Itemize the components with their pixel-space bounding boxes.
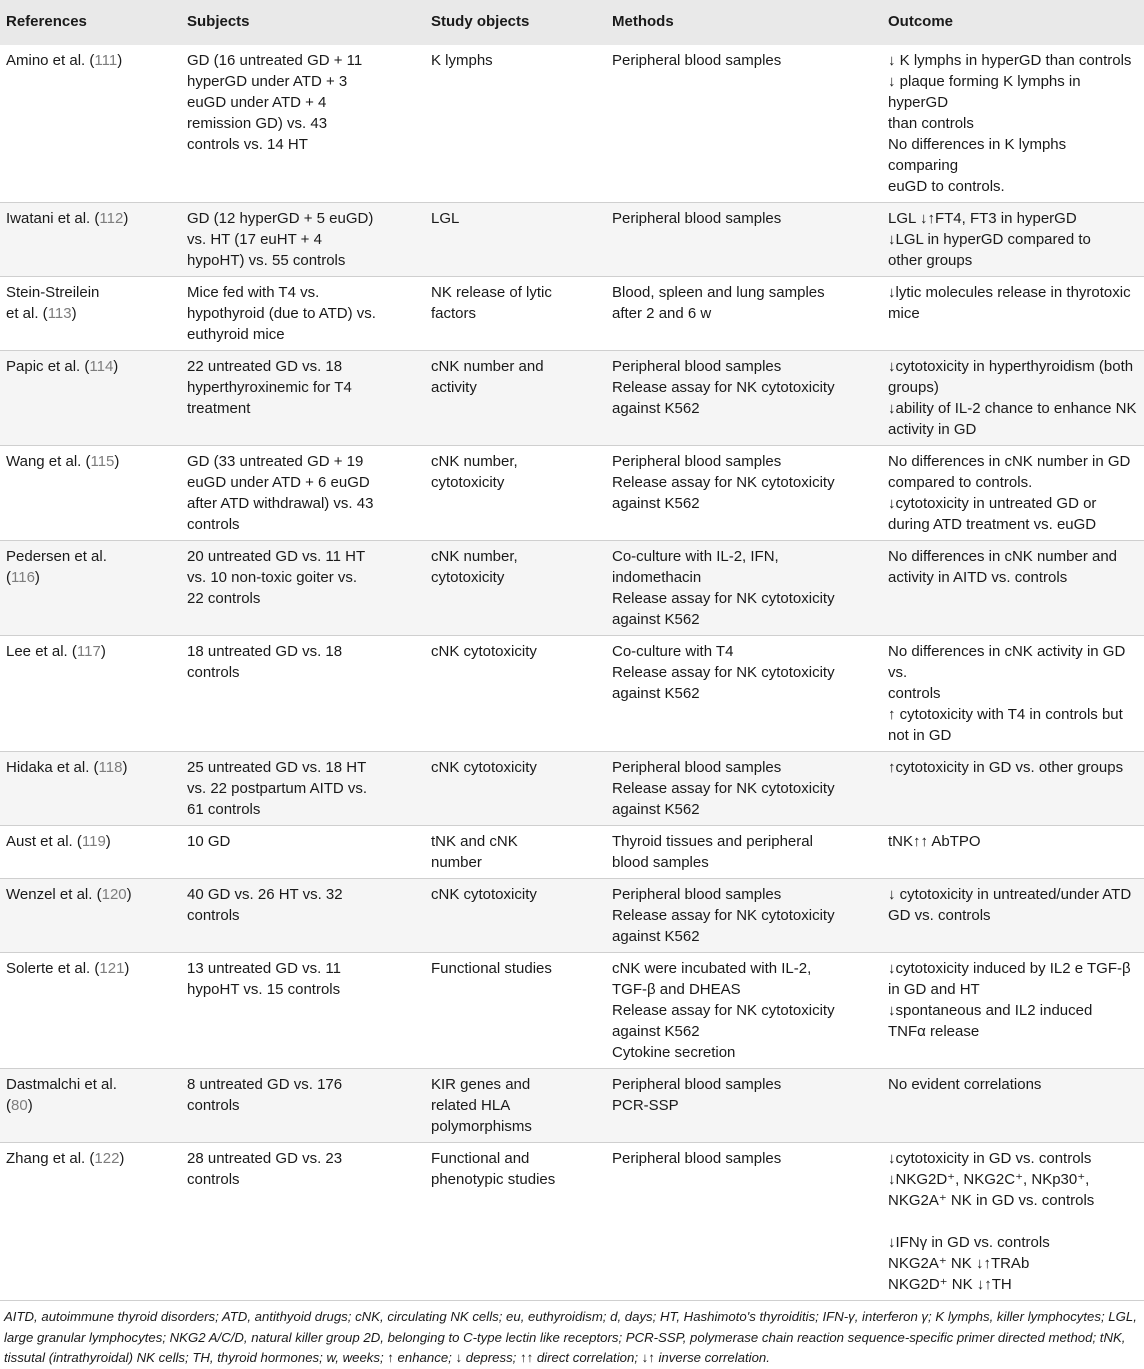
- header-subjects: Subjects: [187, 13, 250, 30]
- table-row: [0, 879, 1144, 953]
- cell-line: No evident correlations: [888, 1076, 1042, 1093]
- cell-line: 40 GD vs. 26 HT vs. 32: [187, 886, 343, 903]
- cell-line: mice: [888, 305, 920, 322]
- cell-line: GD (16 untreated GD + 11: [187, 52, 363, 69]
- header-methods: Methods: [612, 13, 674, 30]
- cell-subjects: [181, 752, 425, 826]
- cell-line: GD (33 untreated GD + 19: [187, 453, 364, 470]
- cell-methods: [606, 351, 882, 446]
- cell-line: ↓ plaque forming K lymphs in hyperGD: [888, 73, 1085, 111]
- reference-tail: ): [27, 1097, 33, 1114]
- reference-author: (: [6, 569, 11, 586]
- citation-link[interactable]: 119: [81, 833, 106, 850]
- cell-outcome: [882, 351, 1144, 446]
- reference-text: [6, 303, 175, 324]
- cell-line: ↓ability of IL-2 chance to enhance NK: [888, 400, 1137, 417]
- reference-tail: ): [123, 210, 129, 227]
- cell-line: GD (12 hyperGD + 5 euGD): [187, 210, 374, 227]
- cell-line: remission GD) vs. 43: [187, 115, 328, 132]
- cell-line: cNK cytotoxicity: [431, 759, 537, 776]
- cell-line: Peripheral blood samples: [612, 1150, 782, 1167]
- cell-outcome: [882, 1143, 1144, 1301]
- cell-line: Release assay for NK cytotoxicity: [612, 379, 835, 396]
- cell-reference: [0, 203, 181, 277]
- cell-line: GD vs. controls: [888, 907, 991, 924]
- cell-study-objects: [425, 351, 606, 446]
- table-row: [0, 752, 1144, 826]
- cell-line: ↓cytotoxicity induced by IL2 e TGF-β: [888, 960, 1131, 977]
- reference-author: Pedersen et al.: [6, 548, 107, 565]
- cell-line: hypoHT vs. 15 controls: [187, 981, 341, 998]
- cell-subjects: [181, 351, 425, 446]
- cell-methods: [606, 203, 882, 277]
- cell-line: cNK cytotoxicity: [431, 643, 537, 660]
- table-row: [0, 203, 1144, 277]
- cell-line: controls vs. 14 HT: [187, 136, 308, 153]
- cell-reference: [0, 351, 181, 446]
- reference-author: Solerte et al. (: [6, 960, 100, 977]
- cell-line: TNFα release: [888, 1023, 980, 1040]
- cell-outcome: [882, 953, 1144, 1069]
- cell-line: ↓cytotoxicity in GD vs. controls: [888, 1150, 1092, 1167]
- cell-line: blood samples: [612, 854, 709, 871]
- reference-text: [6, 1074, 175, 1095]
- table-row: [0, 1143, 1144, 1301]
- cell-line: after ATD withdrawal) vs. 43: [187, 495, 374, 512]
- cell-line: 8 untreated GD vs. 176: [187, 1076, 343, 1093]
- cell-methods: [606, 446, 882, 541]
- reference-text: [6, 958, 175, 979]
- cell-line: Co-culture with IL-2, IFN,: [612, 548, 779, 565]
- cell-reference: [0, 1143, 181, 1301]
- cell-line: NKG2D⁺ NK ↓↑TH: [888, 1276, 1012, 1293]
- citation-link[interactable]: 80: [11, 1097, 28, 1114]
- cell-line: Release assay for NK cytotoxicity: [612, 664, 835, 681]
- cell-line: vs. HT (17 euHT + 4: [187, 231, 322, 248]
- cell-line: Cytokine secretion: [612, 1044, 736, 1061]
- cell-line: Peripheral blood samples: [612, 759, 782, 776]
- cell-line: Peripheral blood samples: [612, 52, 782, 69]
- cell-line: compared to controls.: [888, 474, 1033, 491]
- cell-subjects: [181, 1069, 425, 1143]
- cell-line: hyperGD under ATD + 3: [187, 73, 348, 90]
- cell-outcome: [882, 203, 1144, 277]
- header-study-objects: Study objects: [431, 13, 530, 30]
- cell-line: 20 untreated GD vs. 11 HT: [187, 548, 366, 565]
- cell-line: against K562: [612, 801, 700, 818]
- cell-subjects: [181, 826, 425, 879]
- cell-line: phenotypic studies: [431, 1171, 556, 1188]
- cell-line: number: [431, 854, 482, 871]
- cell-line: Peripheral blood samples: [612, 886, 782, 903]
- cell-reference: [0, 636, 181, 752]
- cell-methods: [606, 541, 882, 636]
- cell-line: 25 untreated GD vs. 18 HT: [187, 759, 367, 776]
- reference-author: Aust et al. (: [6, 833, 82, 850]
- reference-tail: ): [105, 833, 111, 850]
- cell-outcome: [882, 826, 1144, 879]
- reference-text: [6, 451, 175, 472]
- cell-line: related HLA: [431, 1097, 511, 1114]
- cell-line: indomethacin: [612, 569, 702, 586]
- table-row: [0, 541, 1144, 636]
- reference-text: [6, 884, 175, 905]
- cell-line: ↑ cytotoxicity with T4 in controls but: [888, 706, 1123, 723]
- table-row: [0, 45, 1144, 203]
- cell-subjects: [181, 1143, 425, 1301]
- cell-line: cytotoxicity: [431, 474, 505, 491]
- reference-tail: ): [117, 52, 123, 69]
- reference-author: (: [6, 1097, 11, 1114]
- cell-line: cNK cytotoxicity: [431, 886, 537, 903]
- cell-line: ↓ cytotoxicity in untreated/under ATD: [888, 886, 1132, 903]
- cell-methods: [606, 636, 882, 752]
- cell-methods: [606, 752, 882, 826]
- reference-tail: ): [113, 358, 119, 375]
- citation-link[interactable]: 111: [94, 52, 118, 69]
- cell-line: hypothyroid (due to ATD) vs.: [187, 305, 376, 322]
- cell-line: than controls: [888, 115, 974, 132]
- cell-methods: [606, 953, 882, 1069]
- cell-line: factors: [431, 305, 477, 322]
- reference-text: [6, 356, 175, 377]
- citation-link[interactable]: 117: [76, 643, 101, 660]
- cell-line: 10 GD: [187, 833, 231, 850]
- reference-text: [6, 1148, 175, 1169]
- reference-tail: ): [124, 960, 130, 977]
- citation-link[interactable]: 122: [94, 1150, 120, 1167]
- reference-text: [6, 282, 175, 303]
- reference-author: Iwatani et al. (: [6, 210, 100, 227]
- cell-methods: [606, 277, 882, 351]
- reference-tail: ): [100, 643, 106, 660]
- cell-line: ↓IFNγ in GD vs. controls: [888, 1234, 1050, 1251]
- reference-tail: ): [34, 569, 40, 586]
- citation-link[interactable]: 114: [89, 358, 114, 375]
- cell-line: other groups: [888, 252, 973, 269]
- cell-line: groups): [888, 379, 939, 396]
- cell-line: 18 untreated GD vs. 18: [187, 643, 343, 660]
- cell-study-objects: [425, 277, 606, 351]
- cell-subjects: [181, 541, 425, 636]
- reference-author: Amino et al. (: [6, 52, 95, 69]
- cell-line: No differences in cNK number in GD: [888, 453, 1131, 470]
- reference-author: Hidaka et al. (: [6, 759, 99, 776]
- cell-line: cNK number,: [431, 548, 518, 565]
- cell-line: controls: [888, 685, 941, 702]
- cell-line: controls: [187, 907, 240, 924]
- cell-line: during ATD treatment vs. euGD: [888, 516, 1097, 533]
- cell-study-objects: [425, 541, 606, 636]
- cell-line: vs. 10 non-toxic goiter vs.: [187, 569, 358, 586]
- table-row: [0, 636, 1144, 752]
- cell-line: controls: [187, 516, 240, 533]
- table-row: [0, 1069, 1144, 1143]
- cell-line: controls: [187, 1097, 240, 1114]
- cell-line: No differences in K lymphs comparing: [888, 136, 1071, 174]
- cell-line: ↑cytotoxicity in GD vs. other groups: [888, 759, 1124, 776]
- cell-reference: [0, 45, 181, 203]
- cell-outcome: [882, 277, 1144, 351]
- cell-line: NKG2A⁺ NK in GD vs. controls: [888, 1192, 1095, 1209]
- cell-line: K lymphs: [431, 52, 493, 69]
- cell-line: ↓cytotoxicity in untreated GD or: [888, 495, 1097, 512]
- cell-line: LGL ↓↑FT4, FT3 in hyperGD: [888, 210, 1077, 227]
- cell-reference: [0, 953, 181, 1069]
- cell-line: controls: [187, 664, 240, 681]
- cell-line: TGF-β and DHEAS: [612, 981, 741, 998]
- blank-line: [888, 1211, 1138, 1232]
- reference-text: [6, 1095, 175, 1116]
- cell-line: cytotoxicity: [431, 569, 505, 586]
- citation-link[interactable]: 116: [11, 569, 35, 586]
- cell-methods: [606, 826, 882, 879]
- cell-study-objects: [425, 636, 606, 752]
- cell-line: NK release of lytic: [431, 284, 552, 301]
- cell-line: 28 untreated GD vs. 23: [187, 1150, 343, 1167]
- cell-line: cNK were incubated with IL-2,: [612, 960, 812, 977]
- reference-author: Zhang et al. (: [6, 1150, 95, 1167]
- cell-line: Release assay for NK cytotoxicity: [612, 780, 835, 797]
- cell-subjects: [181, 879, 425, 953]
- reference-text: [6, 757, 175, 778]
- cell-line: LGL: [431, 210, 460, 227]
- cell-line: after 2 and 6 w: [612, 305, 712, 322]
- reference-tail: ): [119, 1150, 125, 1167]
- cell-line: Peripheral blood samples: [612, 210, 782, 227]
- cell-line: in GD and HT: [888, 981, 980, 998]
- cell-line: controls: [187, 1171, 240, 1188]
- table-row: [0, 446, 1144, 541]
- cell-line: Thyroid tissues and peripheral: [612, 833, 813, 850]
- citation-link[interactable]: 112: [99, 210, 124, 227]
- header-references: References: [6, 13, 87, 30]
- cell-line: ↓NKG2D⁺, NKG2C⁺, NKp30⁺,: [888, 1171, 1090, 1188]
- cell-subjects: [181, 203, 425, 277]
- cell-reference: [0, 541, 181, 636]
- cell-methods: [606, 879, 882, 953]
- cell-line: 22 controls: [187, 590, 261, 607]
- table-body: [0, 45, 1144, 1301]
- cell-methods: [606, 1069, 882, 1143]
- cell-study-objects: [425, 879, 606, 953]
- cell-line: Peripheral blood samples: [612, 453, 782, 470]
- reference-text: [6, 831, 175, 852]
- cell-reference: [0, 1069, 181, 1143]
- cell-line: euthyroid mice: [187, 326, 285, 343]
- cell-line: Blood, spleen and lung samples: [612, 284, 825, 301]
- cell-line: ↓cytotoxicity in hyperthyroidism (both: [888, 358, 1134, 375]
- cell-outcome: [882, 541, 1144, 636]
- cell-subjects: [181, 636, 425, 752]
- table-header-row: [0, 0, 1144, 45]
- cell-outcome: [882, 879, 1144, 953]
- cell-line: cNK number,: [431, 453, 518, 470]
- cell-line: KIR genes and: [431, 1076, 531, 1093]
- citation-link[interactable]: 115: [90, 453, 115, 470]
- reference-author: et al. (: [6, 305, 48, 322]
- cell-line: Release assay for NK cytotoxicity: [612, 590, 835, 607]
- reference-tail: ): [122, 759, 128, 776]
- cell-reference: [0, 446, 181, 541]
- cell-line: treatment: [187, 400, 251, 417]
- reference-author: Lee et al. (: [6, 643, 77, 660]
- reference-text: [6, 208, 175, 229]
- reference-text: [6, 641, 175, 662]
- cell-study-objects: [425, 752, 606, 826]
- cell-line: against K562: [612, 495, 700, 512]
- cell-study-objects: [425, 953, 606, 1069]
- cell-reference: [0, 752, 181, 826]
- cell-line: euGD under ATD + 4: [187, 94, 327, 111]
- cell-line: hypoHT) vs. 55 controls: [187, 252, 346, 269]
- cell-study-objects: [425, 1143, 606, 1301]
- cell-line: euGD under ATD + 6 euGD: [187, 474, 370, 491]
- cell-line: Peripheral blood samples: [612, 1076, 782, 1093]
- cell-line: euGD to controls.: [888, 178, 1005, 195]
- table-footnote: AITD, autoimmune thyroid disorders; ATD, antithyoid drugs; cNK, circulating NK cells; eu, euthyroidism; d, days; HT, Hashimoto's thyroiditis; IFN-γ, interferon γ; K lymphs, killer lymphocytes; LGL, large granular lymphocytes; NKG2 A/C/D, natural killer group 2D, belonging to C-type lectin like receptors; PCR-SSP, polymerase chain reaction sequence-specific primer directed method; tNK, tissutal (intrathyroidal) NK cells; TH, thyroid hormones; w, weeks; ↑ enhance; ↓ depress; ↑↑ direct correlation; ↓↑ inverse correlation.: [4, 1309, 1137, 1365]
- cell-outcome: [882, 446, 1144, 541]
- cell-line: tNK and cNK: [431, 833, 518, 850]
- table-row: [0, 826, 1144, 879]
- cell-line: Mice fed with T4 vs.: [187, 284, 320, 301]
- cell-line: ↓lytic molecules release in thyrotoxic: [888, 284, 1131, 301]
- cell-line: vs. 22 postpartum AITD vs.: [187, 780, 368, 797]
- cell-line: 13 untreated GD vs. 11: [187, 960, 341, 977]
- reference-text: [6, 50, 175, 71]
- cell-line: Release assay for NK cytotoxicity: [612, 1002, 835, 1019]
- reference-text: [6, 546, 175, 567]
- reference-author: Papic et al. (: [6, 358, 90, 375]
- reference-author: Wenzel et al. (: [6, 886, 102, 903]
- cell-line: polymorphisms: [431, 1118, 532, 1135]
- cell-line: No differences in cNK activity in GD vs.: [888, 643, 1130, 681]
- cell-line: cNK number and: [431, 358, 544, 375]
- cell-study-objects: [425, 826, 606, 879]
- cell-line: Functional and: [431, 1150, 530, 1167]
- cell-line: hyperthyroxinemic for T4: [187, 379, 352, 396]
- cell-outcome: [882, 752, 1144, 826]
- reference-author: Dastmalchi et al.: [6, 1076, 117, 1093]
- cell-study-objects: [425, 1069, 606, 1143]
- cell-line: against K562: [612, 685, 700, 702]
- cell-line: activity in AITD vs. controls: [888, 569, 1068, 586]
- cell-line: ↓spontaneous and IL2 induced: [888, 1002, 1093, 1019]
- reference-tail: ): [126, 886, 132, 903]
- cell-subjects: [181, 446, 425, 541]
- cell-line: not in GD: [888, 727, 952, 744]
- cell-line: NKG2A⁺ NK ↓↑TRAb: [888, 1255, 1030, 1272]
- cell-line: against K562: [612, 1023, 700, 1040]
- cell-reference: [0, 277, 181, 351]
- cell-line: No differences in cNK number and: [888, 548, 1118, 565]
- cell-study-objects: [425, 45, 606, 203]
- citation-link[interactable]: 120: [101, 886, 127, 903]
- cell-line: activity in GD: [888, 421, 977, 438]
- cell-line: Functional studies: [431, 960, 552, 977]
- cell-reference: [0, 826, 181, 879]
- citation-link[interactable]: 113: [47, 305, 72, 322]
- cell-line: tNK↑↑ AbTPO: [888, 833, 981, 850]
- reference-author: Wang et al. (: [6, 453, 91, 470]
- table-row: [0, 953, 1144, 1069]
- cell-methods: [606, 1143, 882, 1301]
- cell-line: against K562: [612, 928, 700, 945]
- cell-line: 61 controls: [187, 801, 261, 818]
- cell-subjects: [181, 953, 425, 1069]
- cell-line: PCR-SSP: [612, 1097, 679, 1114]
- cell-outcome: [882, 1069, 1144, 1143]
- cell-subjects: [181, 45, 425, 203]
- cell-line: Release assay for NK cytotoxicity: [612, 907, 835, 924]
- reference-tail: ): [114, 453, 120, 470]
- table-row: [0, 277, 1144, 351]
- cell-line: against K562: [612, 611, 700, 628]
- cell-subjects: [181, 277, 425, 351]
- citation-link[interactable]: 121: [99, 960, 125, 977]
- cell-outcome: [882, 45, 1144, 203]
- cell-line: activity: [431, 379, 477, 396]
- cell-line: Co-culture with T4: [612, 643, 734, 660]
- cell-line: 22 untreated GD vs. 18: [187, 358, 343, 375]
- cell-line: ↓ K lymphs in hyperGD than controls: [888, 52, 1132, 69]
- reference-text: [6, 567, 175, 588]
- citation-link[interactable]: 118: [98, 759, 123, 776]
- cell-line: ↓LGL in hyperGD compared to: [888, 231, 1091, 248]
- reference-author: Stein-Streilein: [6, 284, 100, 301]
- cell-line: Release assay for NK cytotoxicity: [612, 474, 835, 491]
- header-outcome: Outcome: [888, 13, 954, 30]
- cell-outcome: [882, 636, 1144, 752]
- cell-study-objects: [425, 203, 606, 277]
- cell-reference: [0, 879, 181, 953]
- cell-line: against K562: [612, 400, 700, 417]
- cell-line: Peripheral blood samples: [612, 358, 782, 375]
- reference-tail: ): [71, 305, 77, 322]
- table-row: [0, 351, 1144, 446]
- cell-methods: [606, 45, 882, 203]
- cell-study-objects: [425, 446, 606, 541]
